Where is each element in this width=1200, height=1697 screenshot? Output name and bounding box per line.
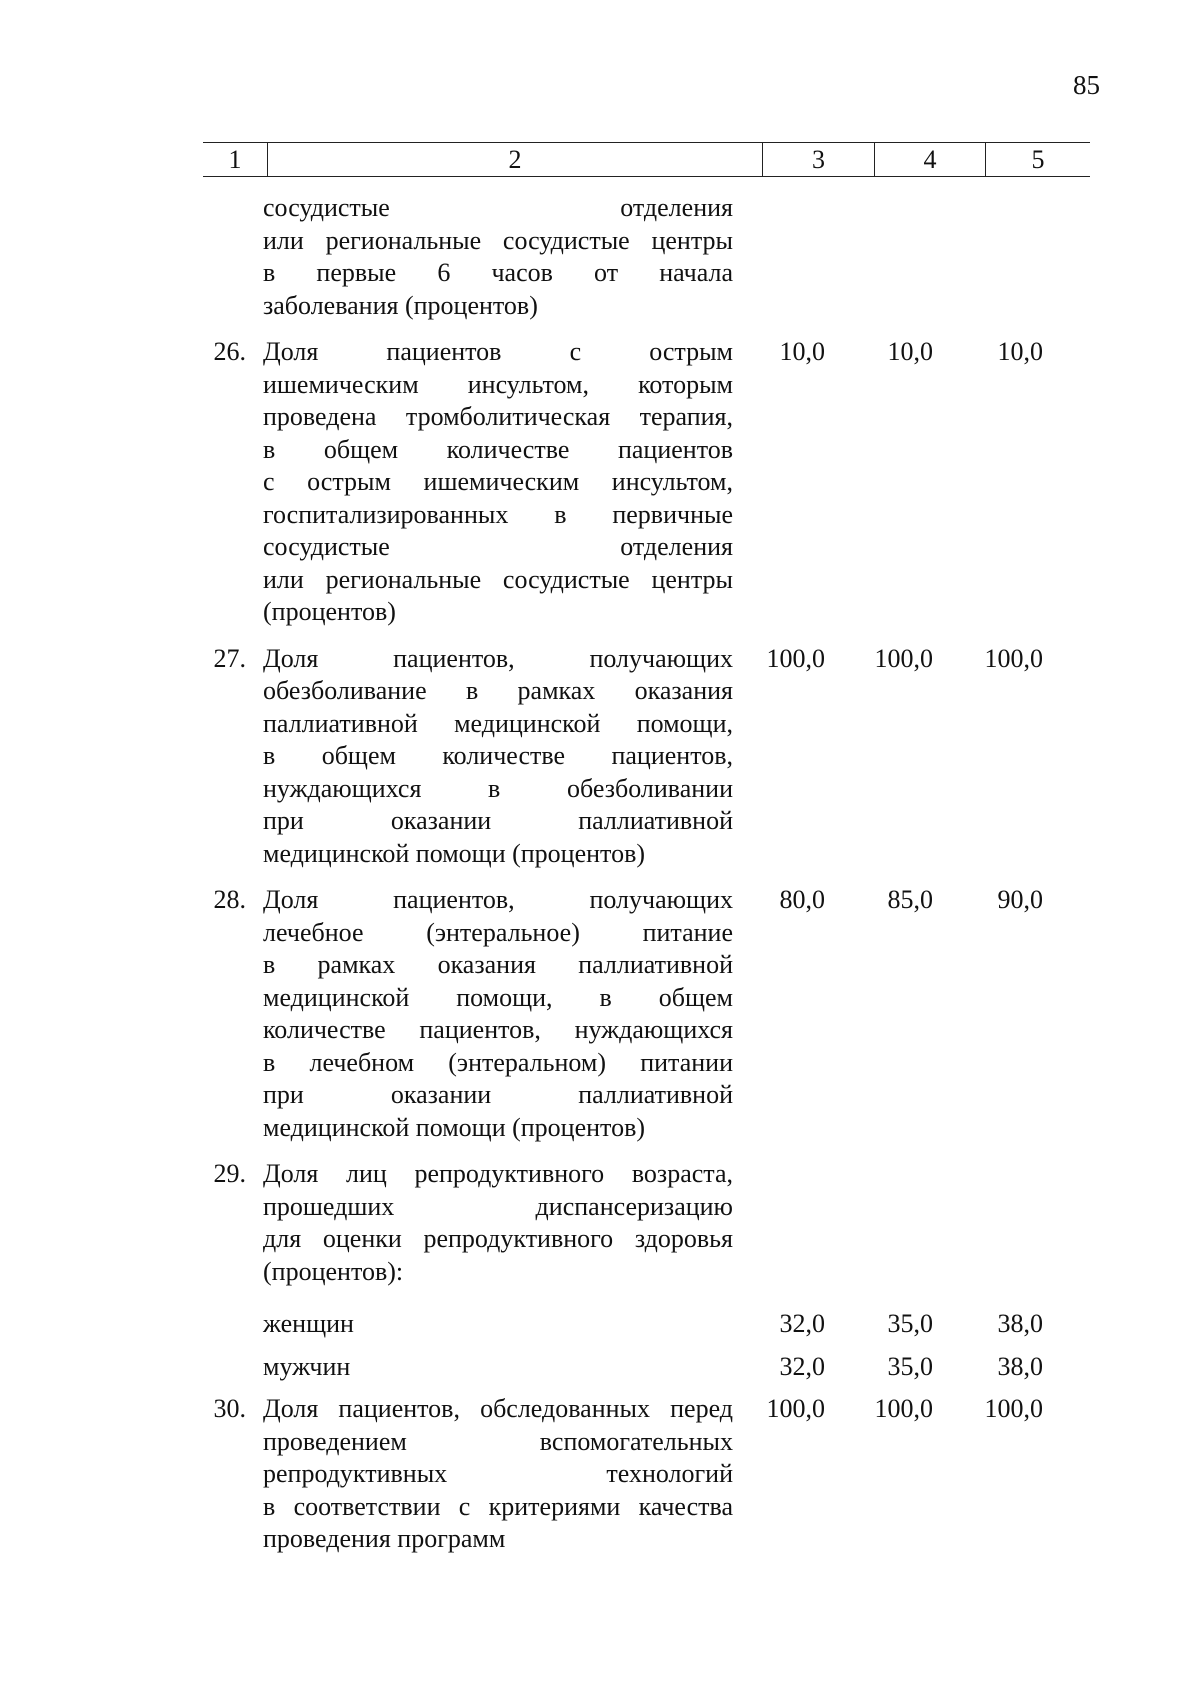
description-line: паллиативной медицинской помощи,	[263, 708, 733, 738]
description-line: прошедших диспансеризацию	[263, 1191, 733, 1221]
row-number: 30.	[213, 1394, 246, 1423]
description-line: медицинской помощи, в общем	[263, 982, 733, 1012]
value-col-3: 100,0	[766, 643, 825, 673]
value-col-3	[733, 1158, 825, 1288]
description-line: с острым ишемическим инсультом,	[263, 467, 733, 496]
value-col-4	[825, 1158, 933, 1288]
header-col-1: 1	[203, 143, 268, 176]
description-line: Доля лиц репродуктивного возраста,	[263, 1159, 733, 1188]
indicator-description	[263, 1393, 733, 1556]
description-line: ишемическим инсультом, которым	[263, 369, 733, 399]
description-line: заболевания (процентов)	[263, 290, 538, 320]
description-line: сосудистые отделения	[263, 532, 733, 561]
row-number: 28.	[213, 885, 246, 914]
value-col-5: 38,0	[997, 1351, 1043, 1381]
description-line: Доля пациентов, получающих	[263, 885, 733, 914]
table-row	[203, 1393, 1090, 1556]
description-line: в соответствии с критериями качества	[263, 1491, 733, 1521]
header-col-5: 5	[1031, 144, 1045, 174]
description-line: или региональные сосудистые центры	[263, 564, 733, 594]
row-number	[203, 192, 263, 322]
description-line: или региональные сосудистые центры	[263, 225, 733, 255]
value-col-4: 100,0	[874, 1394, 933, 1423]
description-line: Доля пациентов с острым	[263, 337, 733, 366]
value-col-5: 90,0	[997, 885, 1043, 914]
header-col-2: 2	[268, 143, 763, 176]
indicator-description	[263, 1158, 733, 1288]
row-number: 26.	[213, 337, 246, 366]
description-line: мужчин	[263, 1351, 351, 1381]
value-col-5: 100,0	[984, 643, 1043, 673]
description-line: в рамках оказания паллиативной	[263, 950, 733, 979]
description-line: в общем количестве пациентов,	[263, 741, 733, 770]
description-line: для оценки репродуктивного здоровья	[263, 1224, 733, 1253]
header-col-4: 4	[875, 143, 986, 176]
table-row	[203, 884, 1090, 1144]
value-col-3: 32,0	[779, 1351, 825, 1381]
value-col-5	[933, 192, 1043, 322]
header-col-3: 3	[763, 143, 875, 176]
table-row	[203, 336, 1090, 629]
row-number	[203, 1351, 263, 1384]
description-line: сосудистые отделения	[263, 193, 733, 222]
value-col-5: 100,0	[984, 1394, 1043, 1423]
value-col-4: 10,0	[887, 337, 933, 366]
value-col-4	[825, 192, 933, 322]
table-row	[203, 1351, 1090, 1384]
description-line: (процентов):	[263, 1256, 404, 1286]
indicator-description	[263, 643, 733, 871]
table-row	[203, 643, 1090, 871]
value-col-4: 100,0	[874, 643, 933, 673]
indicator-description	[263, 1351, 733, 1384]
value-col-4: 35,0	[887, 1351, 933, 1381]
description-line: количестве пациентов, нуждающихся	[263, 1015, 733, 1044]
table-row	[203, 1308, 1090, 1341]
indicator-description	[263, 192, 733, 322]
value-col-5: 10,0	[997, 337, 1043, 366]
description-line: при оказании паллиативной	[263, 806, 733, 835]
description-line: проведением вспомогательных	[263, 1426, 733, 1456]
value-col-3: 80,0	[779, 885, 825, 914]
table-row	[203, 1158, 1090, 1288]
description-line: медицинской помощи (процентов)	[263, 1112, 646, 1142]
description-line: нуждающихся в обезболивании	[263, 773, 733, 803]
description-line: проведения программ	[263, 1524, 506, 1553]
indicator-description	[263, 1308, 733, 1341]
description-line: при оказании паллиативной	[263, 1080, 733, 1109]
description-line: госпитализированных в первичные	[263, 499, 733, 529]
value-col-4: 85,0	[887, 885, 933, 914]
row-number: 29.	[213, 1159, 246, 1188]
description-line: медицинской помощи (процентов)	[263, 838, 646, 868]
table-header-row	[203, 142, 1090, 177]
value-col-3: 10,0	[779, 337, 825, 366]
table-row	[203, 192, 1090, 322]
table-body	[203, 192, 1090, 1570]
value-col-4: 35,0	[887, 1309, 933, 1338]
description-line: в общем количестве пациентов	[263, 434, 733, 464]
description-line: проведена тромболитическая терапия,	[263, 402, 733, 431]
value-col-5	[933, 1158, 1043, 1288]
indicator-description	[263, 336, 733, 629]
description-line: обезболивание в рамках оказания	[263, 676, 733, 705]
row-number	[203, 1308, 263, 1341]
description-line: женщин	[263, 1309, 354, 1338]
description-line: лечебное (энтеральное) питание	[263, 917, 733, 947]
row-number: 27.	[213, 643, 246, 673]
indicator-description	[263, 884, 733, 1144]
value-col-3	[733, 192, 825, 322]
description-line: в лечебном (энтеральном) питании	[263, 1047, 733, 1077]
description-line: Доля пациентов, получающих	[263, 643, 733, 673]
page-number: 85	[1073, 70, 1100, 100]
description-line: в первые 6 часов от начала	[263, 258, 733, 287]
description-line: Доля пациентов, обследованных перед	[263, 1394, 733, 1423]
value-col-5: 38,0	[997, 1309, 1043, 1338]
description-line: (процентов)	[263, 597, 396, 626]
value-col-3: 100,0	[766, 1394, 825, 1423]
value-col-3: 32,0	[779, 1309, 825, 1338]
description-line: репродуктивных технологий	[263, 1459, 733, 1488]
